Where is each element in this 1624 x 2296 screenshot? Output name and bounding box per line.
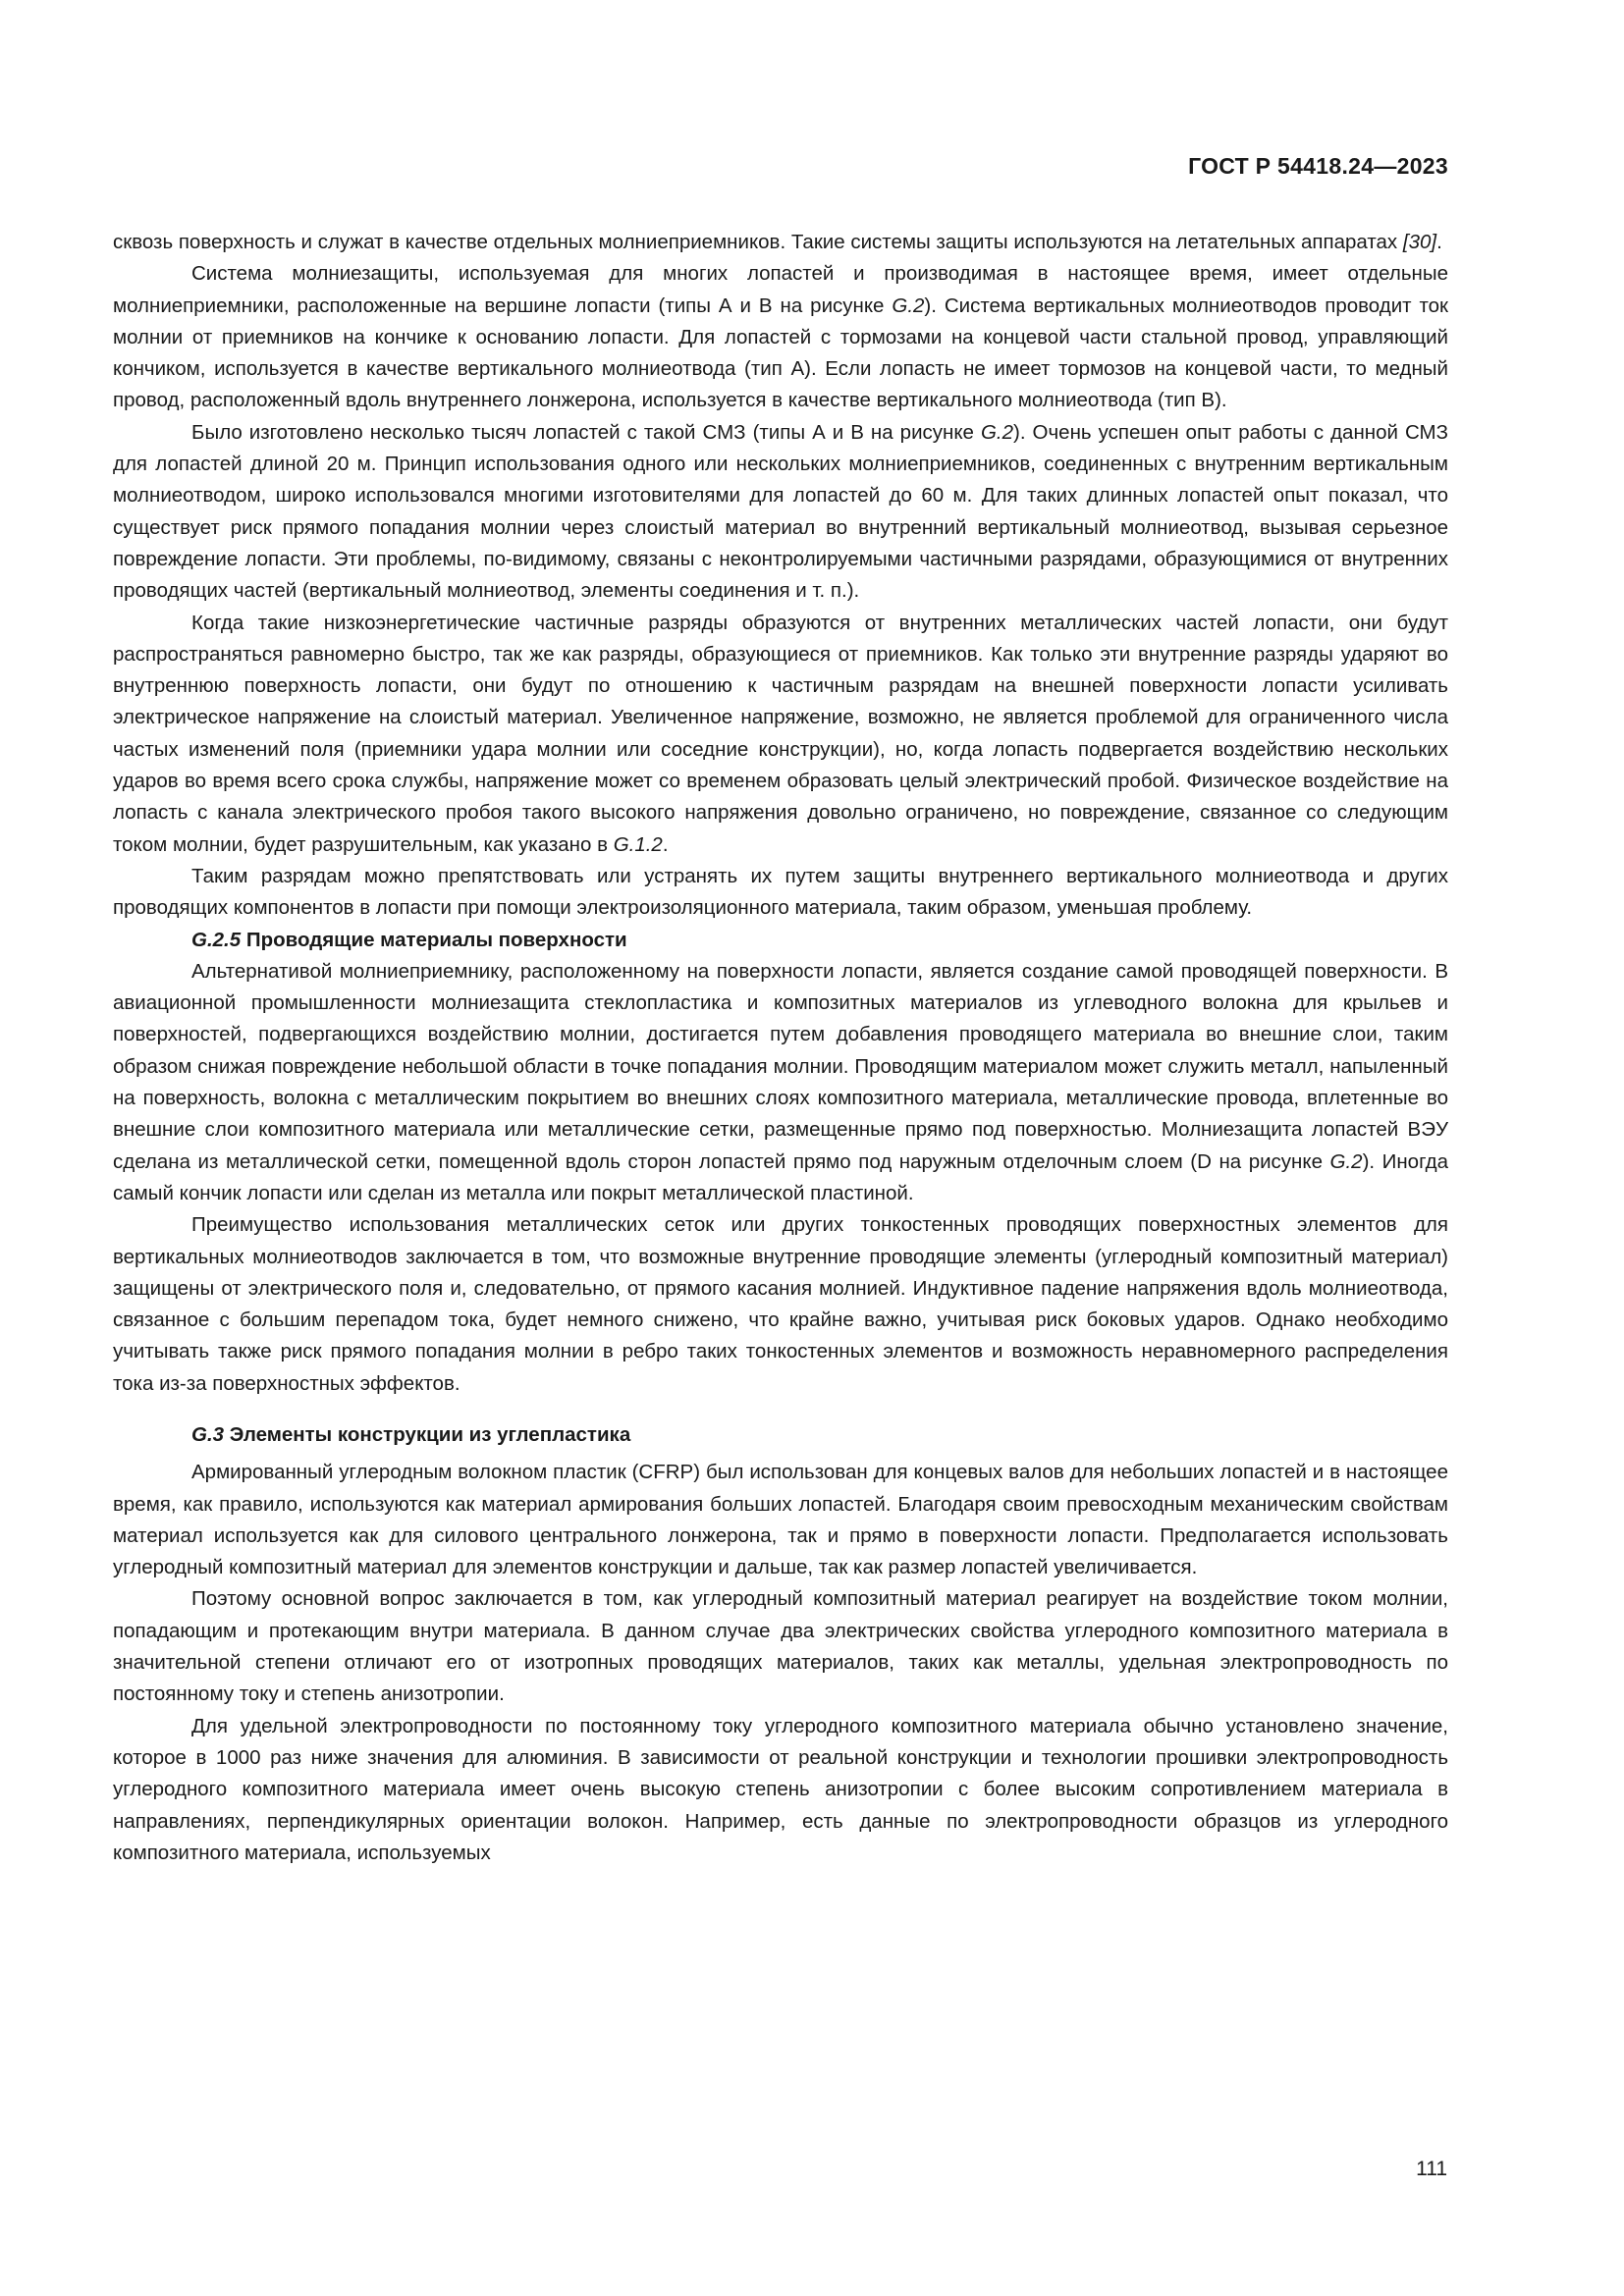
section-heading-g25: G.2.5 Проводящие материалы поверхности [191, 928, 627, 951]
paragraph-main-question: Поэтому основной вопрос заключается в том, как углеродный композитный материал реагирует на воздействие током молнии, попадающим и протекающим внутри материала. В данном случае два электрических свойства углеродного композитного материала в значительной степени отличают его от изотропных проводящих материалов, таких как металлы, удельная электропроводность по постоянному току и степень анизотропии. [113, 1587, 1448, 1706]
figure-reference: G.2 [892, 294, 925, 317]
paragraph-lightning-system: Система молниезащиты, используемая для многих лопастей и производимая в настоящее время, имеет отдельные молниеприемники, расположенные на вершине лопасти (типы А и В на рисунке G.2). Система вертикальных молниеотводов проводит ток молнии от приемников на кончике к основанию лопасти. Для лопастей с тормозами на концевой части стальной провод, управляющий кончиком, используется в качестве вертикального молниеотвода (тип А). Если лопасть не имеет тормозов на концевой части, то медный провод, расположенный вдоль внутреннего лонжерона, используется в качестве вертикального молниеотвода (тип В). [113, 262, 1448, 412]
paragraph-insulation: Таким разрядам можно препятствовать или устранять их путем защиты внутреннего вертикального молниеотвода и других проводящих компонентов в лопасти при помощи электроизоляционного материала, таким образом, уменьшая проблему. [113, 864, 1448, 920]
paragraph-conductive-surface: Альтернативой молниеприемнику, расположенному на поверхности лопасти, является создание самой проводящей поверхности. В авиационной промышленности молниезащита стеклопластика и композитных материалов из углеводного волокна для крыльев и поверхностей, подвергающихся воздействию молнии, достигается путем добавления проводящего материала во внешние слои, таким образом снижая повреждение небольшой области в точке попадания молнии. Проводящим материалом может служить металл, напыленный на поверхность, волокна с металлическим покрытием во внешних слоях композитного материала, металлические провода, вплетенные во внешние слои композитного материала или металлические сетки, размещенные прямо под поверхностью. Молниезащита лопастей ВЭУ сделана из металлической сетки, помещенной вдоль сторон лопастей прямо под наружным отделочным слоем (D на рисунке G.2). Иногда самый кончик лопасти или сделан из металла или покрыт металлической пластиной. [113, 959, 1448, 1204]
standard-number-header: ГОСТ Р 54418.24—2023 [1188, 153, 1448, 179]
section-reference: G.1.2 [613, 832, 663, 856]
paragraph-production-experience: Было изготовлено несколько тысяч лопастей с такой СМЗ (типы А и В на рисунке G.2). Очень успешен опыт работы с данной СМЗ для лопастей длиной 20 м. Принцип использования одного или нескольких молниеприемников, соединенных с внутренним вертикальным молниеотводом, широко использовался многими изготовителями для лопастей до 60 м. Для таких длинных лопастей опыт показал, что существует риск прямого попадания молнии через слоистый материал во внутренний вертикальный молниеотвод, вызывая серьезное повреждение лопасти. Эти проблемы, по-видимому, связаны с неконтролируемыми частичными разрядами, образующимися от внутренних проводящих частей (вертикальный молниеотвод, элементы соединения и т. п.). [113, 420, 1448, 603]
paragraph-conductivity: Для удельной электропроводности по постоянному току углеродного композитного материала обычно установлено значение, которое в 1000 раз ниже значения для алюминия. В зависимости от реальной конструкции и технологии прошивки электропроводность углеродного композитного материала имеет очень высокую степень анизотропии с более высоким сопротивлением материала в направлениях, перпендикулярных ориентации волокон. Например, есть данные по электропроводности образцов из углеродного композитного материала, используемых [113, 1714, 1448, 1864]
paragraph-cfrp: Армированный углеродным волокном пластик (CFRP) был использован для концевых валов для небольших лопастей и в настоящее время, как правило, используются как материал армирования больших лопастей. Благодаря своим превосходным механическим свойствам материал используется как для силового центрального лонжерона, так и прямо в поверхности лопасти. Предполагается использовать углеродный композитный материал для элементов конструкции и дальше, так как размер лопастей увеличивается. [113, 1461, 1448, 1579]
paragraph-partial-discharges: Когда такие низкоэнергетические частичные разряды образуются от внутренних металлических частей лопасти, они будут распространяться равномерно быстро, так же как разряды, образующиеся от приемников. Как только эти внутренние разряды ударяют во внутреннюю поверхность лопасти, они будут по отношению к частичным разрядам на внешней поверхности лопасти усиливать электрическое напряжение на слоистый материал. Увеличенное напряжение, возможно, не является проблемой для ограниченного числа частых изменений поля (приемники удара молнии или соседние конструкции), но, когда лопасть подвергается воздействию нескольких ударов во время всего срока службы, напряжение может со временем образовать целый электрический пробой. Физическое воздействие на лопасть с канала электрического пробоя такого высокого напряжения довольно ограничено, но повреждение, связанное со следующим током молнии, будет разрушительным, как указано в G.1.2. [113, 611, 1448, 856]
paragraph-continuation: сквозь поверхность и служат в качестве отдельных молниеприемников. Такие системы защиты используются на летательных аппаратах [30]. [113, 231, 1442, 253]
document-body [113, 227, 1448, 1869]
section-heading-g3: G.3 Элементы конструкции из углепластика [191, 1422, 631, 1446]
figure-reference: G.2 [1329, 1149, 1363, 1173]
paragraph-metal-mesh-advantage: Преимущество использования металлических сеток или других тонкостенных проводящих поверхностных элементов для вертикальных молниеотводов заключается в том, что возможные внутренние проводящие элементы (углеродный композитный материал) защищены от электрического поля и, следовательно, от прямого касания молнией. Индуктивное падение напряжения вдоль молниеотвода, связанное с большим перепадом тока, будет немного снижено, что крайне важно, учитывая риск боковых ударов. Однако необходимо учитывать также риск прямого попадания молнии в ребро таких тонкостенных элементов и возможность неравномерного распределения тока из-за поверхностных эффектов. [113, 1213, 1448, 1395]
page-number: 111 [1416, 2158, 1447, 2180]
section-number: G.2.5 [191, 928, 242, 951]
section-number: G.3 [191, 1422, 225, 1446]
reference-link: [30] [1402, 231, 1437, 253]
figure-reference: G.2 [980, 420, 1014, 444]
